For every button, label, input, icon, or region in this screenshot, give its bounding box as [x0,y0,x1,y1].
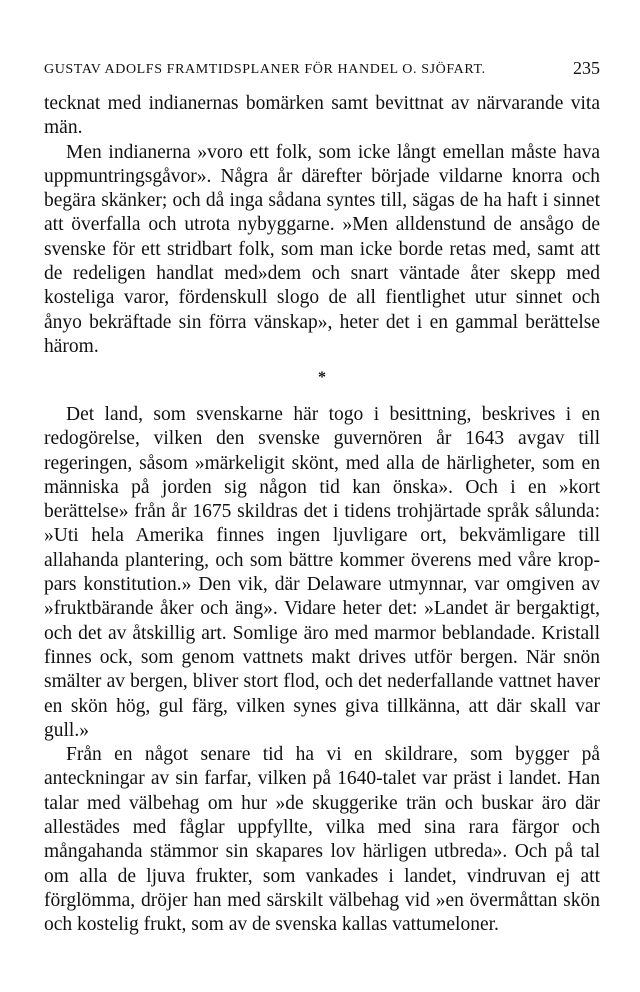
paragraph: Men indianerna »voro ett folk, som icke långt emellan måste hava uppmuntringsgåvor». Några år därefter började vildarne knorra och begära skänker; och då inga sådana syntes till, sägas de ha haft i sinnet att överfalla och utrota nybyggarne. »Men alldenstund de ansågo de svenske för ett stridbart folk, som man icke borde retas med, samt att de redeligen handlat med»dem och snart väntade åter skepp med kosteliga varor, fördenskull slogo de all fientlighet utur sinnet och ånyo bekräftade sin förra vänskap», heter det i en gammal berättelse härom. [44,141,600,357]
page-number: 235 [573,58,600,78]
text-section-1 [44,92,600,359]
section-divider: * [318,369,326,386]
running-header [44,58,600,82]
text-section-2 [44,403,600,938]
paragraph: Från en något senare tid ha vi en skildrare, som bygger på anteckningar av sin farfar, vilken på 1640-talet var präst i landet. Han talar med välbehag om hur »de skuggerike trän och buskar äro där allestädes med fåglar uppfyllte, vilka med sina rara färgor och mångahanda stämmor sin skapares lov härligen utbreda». Och på tal om alla de ljuva frukter, som vankades i landet, vindruvan ej att förglömma, dröjer han med särskilt välbehag vid »en övermåttan skön och kostelig frukt, som av de svenska kallas vattumeloner. [44,744,600,936]
paragraph-continued: tecknat med indianernas bomärken samt bevittnat av närvarande vita män. [44,93,600,139]
running-title: GUSTAV ADOLFS FRAMTIDSPLANER FÖR HANDEL O. SJÖFART. [44,62,486,77]
paragraph: Det land, som svenskarne här togo i besittning, beskrives i en redogörelse, vilken den svenske guvernören år 1643 avgav till regeringen, såsom »märkeligit skönt, med alla de härligheter, som en människa på jorden sig någon tid kan önska». Och i en »kort berättelse» från år 1675 skildras det i tidens trohjärtade språk sålunda: »Uti hela Amerika finnes ingen ljuvligare ort, bekvämligare till allahanda plantering, och som bättre kommer överens med våre kroppars konstitution.» Den vik, där Delaware utmynnar, var omgiven av »fruktbärande åker och äng». Vidare heter det: »Landet är bergaktigt, och det av åtskillig art. Somlige äro med marmor beblandade. Kristall finnes ock, som genom vattnets makt drives utför bergen. När snön smälter av bergen, bliver stort flod, och det nederfallande vattnet haver en skön hög, gul färg, vilken synes giva tillkänna, att där skall var gull.» [44,404,600,741]
